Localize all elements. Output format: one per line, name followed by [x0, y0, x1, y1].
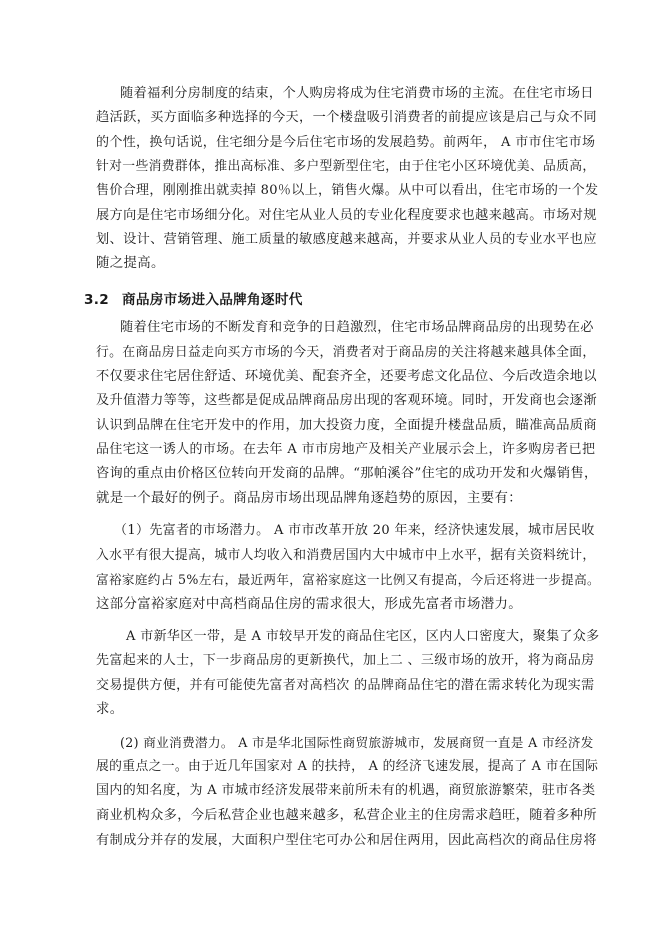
paragraph-2-line-8: 就是一个最好的例子。商品房市场出现品牌角逐趋势的原因，主要有：	[96, 491, 522, 506]
paragraph-4-line-3: 交易提供方便，并有可能使先富者对高档次 的品牌商品住宅的潜在需求转化为现实需	[96, 678, 595, 693]
paragraph-5-line-1: (2) 商业消费潜力。 A 市是华北国际性商贸旅游城市，发展商贸一直是 A 市经济发	[120, 735, 594, 750]
paragraph-2-line-3: 不仅要求住宅居住舒适、环境优美、配套齐全，还要考虑文化品位、今后改造余地以	[96, 369, 597, 384]
paragraph-3-line-4: 这部分富裕家庭对中高档商品住房的需求很大，形成先富者市场潜力。	[96, 597, 522, 612]
paragraph-1-line-3: 的个性，换句话说，住宅细分是今后住宅市场的发展趋势。前两年， A 市市住宅市场	[96, 135, 596, 150]
paragraph-3-line-2: 入水平有很大提高，城市人均收入和消费居国内大中城市中上水平，据有关资料统计，	[96, 548, 596, 563]
paragraph-2-line-2: 行。在商品房日益走向买方市场的今天，消费者对于商品房的关注将越来越具体全面，	[96, 345, 596, 360]
paragraph-1-line-2: 趋活跃，买方面临多种选择的今天，一个楼盘吸引消费者的前提应该是启己与众不同	[96, 110, 597, 125]
paragraph-5-line-4: 商业机构众多，今后私营企业也越来越多，私营企业主的住房需求趋旺，随着多种所	[96, 808, 597, 823]
paragraph-5-line-3: 国内的知名度，为 A 市城市经济发展带来前所未有的机遇，商贸旅游繁荣，驻市各类	[96, 783, 596, 798]
paragraph-1-line-6: 展方向是住宅市场细分化。对住宅从业人员的专业化程度要求也越来越高。市场对规	[96, 208, 597, 223]
section-heading	[84, 290, 303, 310]
paragraph-1-line-4: 针对一些消费群体，推出高标准、多户型新型住宅，由于住宅小区环境优美、品质高，	[96, 159, 596, 174]
paragraph-2-line-1: 随着住宅市场的不断发育和竞争的日趋激烈，住宅市场品牌商品房的出现势在必	[120, 320, 594, 335]
section-number: 3.2	[84, 292, 109, 308]
paragraph-4-line-2: 先富起来的人士，下一步商品房的更新换代，加上二 、三级市场的放开，将为商品房	[96, 653, 595, 668]
paragraph-2-line-5: 认识到品牌在住宅开发中的作用，加大投资力度，全面提升楼盘品质，瞄准高品质商	[96, 418, 597, 433]
section-title: 商品房市场进入品牌角逐时代	[122, 292, 303, 308]
paragraph-4-line-4: 求。	[96, 702, 124, 717]
paragraph-1-line-5: 售价合理，刚刚推出就卖掉 80％以上，销售火爆。从中可以看出，住宅市场的一个发	[96, 183, 599, 198]
paragraph-1-line-8: 随之提高。	[96, 256, 165, 271]
paragraph-1-line-1: 随着福利分房制度的结束，个人购房将成为住宅消费市场的主流。在住宅市场日	[120, 86, 594, 101]
paragraph-2-line-4: 及升值潜力等等，这些都是促成品牌商品房出现的客观环境。同时，开发商也会逐渐	[96, 393, 597, 408]
paragraph-5-line-2: 展的重点之一。由于近几年国家对 A 的扶持， A 的经济飞速发展，提高了 A 市在国际	[96, 759, 599, 774]
paragraph-2-line-6: 品住宅这一诱人的市场。在去年 A 市市房地产及相关产业展示会上，许多购房者已把	[96, 442, 596, 457]
paragraph-5-line-5: 有制成分并存的发展，大面积户型住宅可办公和居住两用，因此高档次的商品住房将	[96, 833, 597, 848]
paragraph-2-line-7: 咨询的重点由价格区位转向开发商的品牌。“那帕溪谷”住宅的成功开发和火爆销售，	[96, 466, 598, 481]
paragraph-3-line-1: （1）先富者的市场潜力。 A 市市改革开放 20 年来，经济快速发展，城市居民收	[114, 523, 595, 538]
paragraph-1-line-7: 划、设计、营销管理、施工质量的敏感度越来越高，并要求从业人员的专业水平也应	[96, 232, 597, 247]
paragraph-3-line-3: 富裕家庭约占 5%左右，最近两年，富裕家庭这一比例又有提高，今后还将进一步提高。	[96, 572, 600, 587]
paragraph-4-line-1: A 市新华区一带，是 A 市较早开发的商品住宅区，区内人口密度大，聚集了众多	[126, 629, 600, 644]
